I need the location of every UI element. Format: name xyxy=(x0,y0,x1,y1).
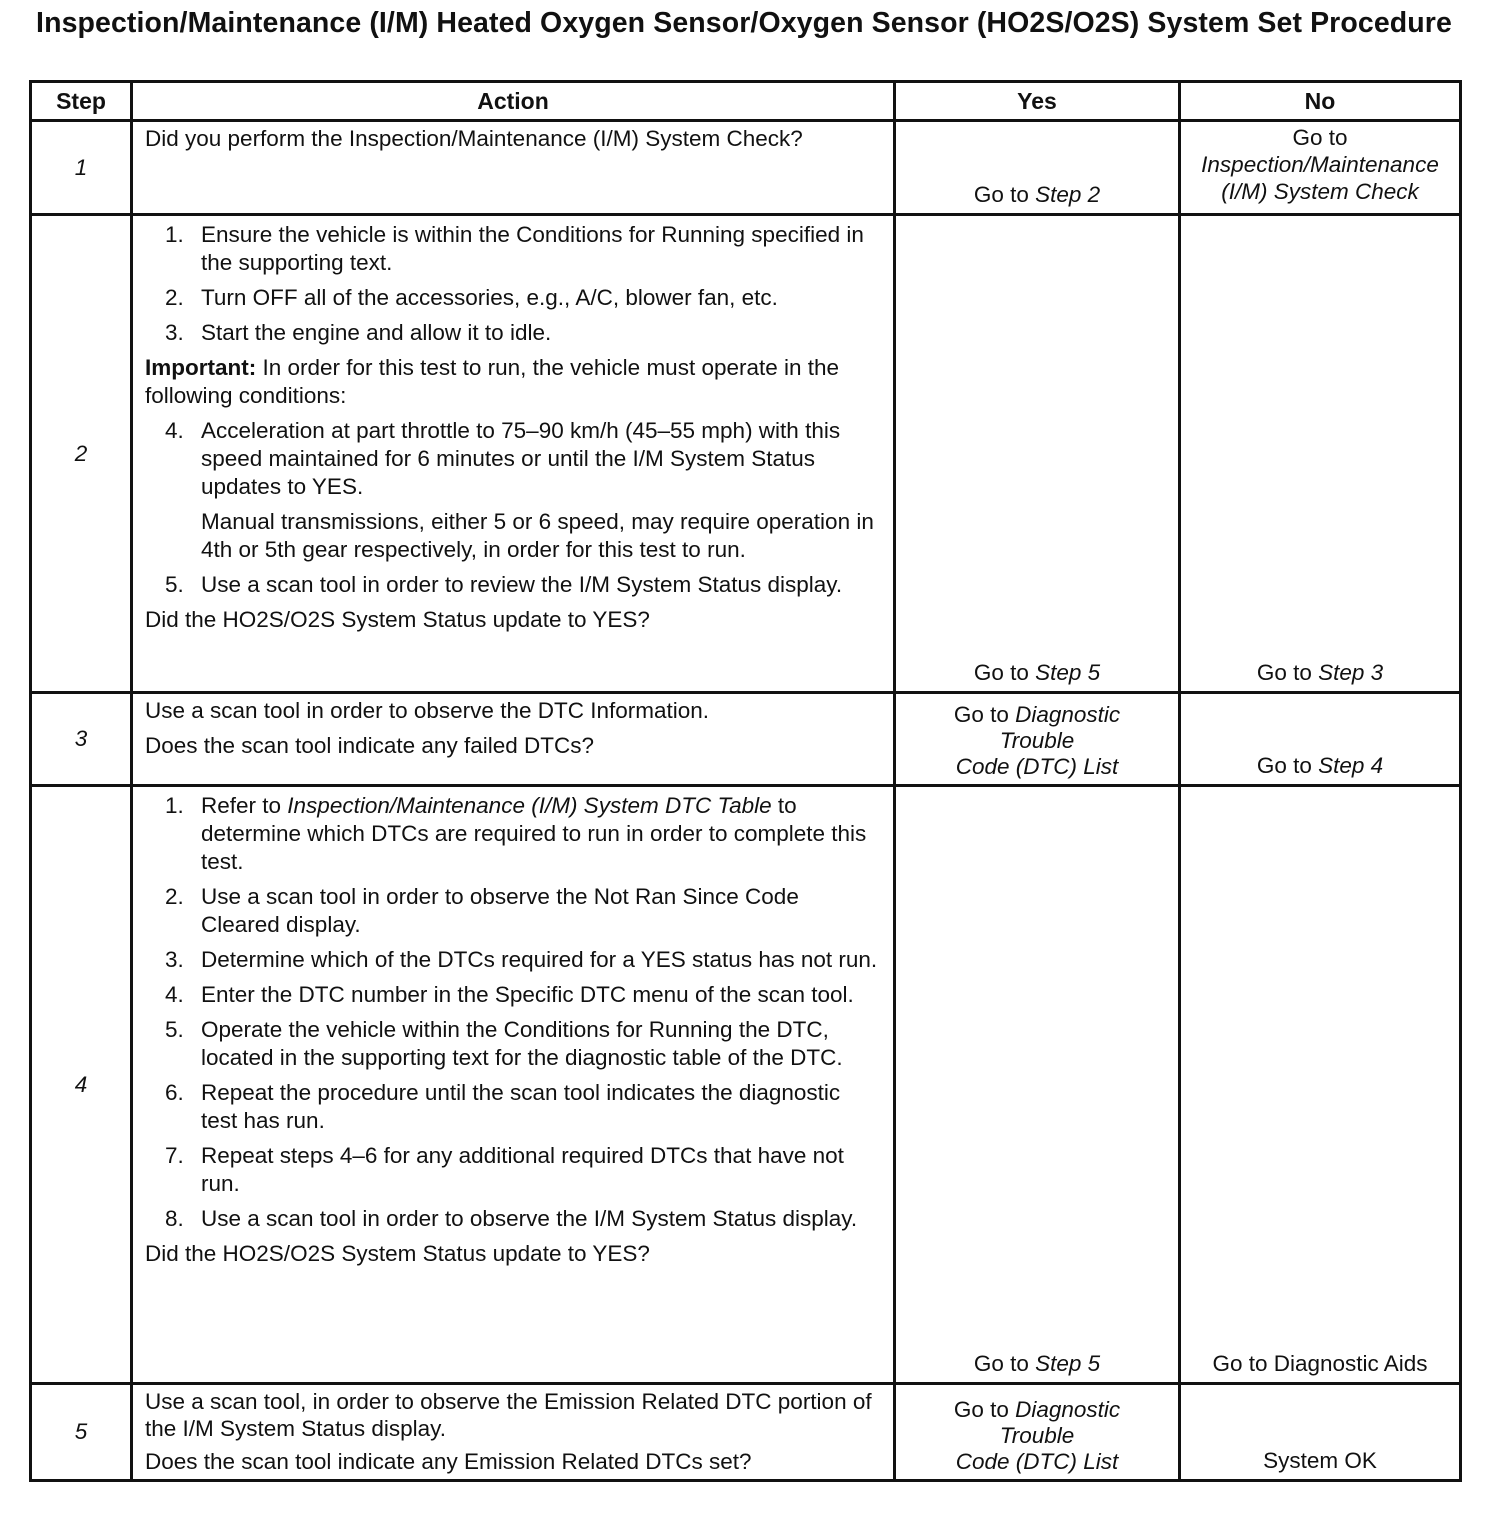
question-text: Did you perform the Inspection/Maintenance (I/M) System Check? xyxy=(145,126,803,151)
question-text: Does the scan tool indicate any Emission Related DTCs set? xyxy=(145,1449,752,1474)
item-text: Determine which of the DTCs required for a YES status has not run. xyxy=(201,947,878,972)
step-list xyxy=(145,417,881,501)
no-cell xyxy=(1180,693,1461,786)
action-cell xyxy=(132,121,895,215)
item-text: Use a scan tool in order to observe the Not Ran Since Code Cleared display. xyxy=(201,884,799,937)
table-row xyxy=(31,215,1461,693)
yes-prefix: Go to xyxy=(973,1351,1036,1376)
important-note xyxy=(145,354,881,410)
no-cell xyxy=(1180,215,1461,693)
table-row xyxy=(31,121,1461,215)
item-text: Turn OFF all of the accessories, e.g., A/C, blower fan, etc. xyxy=(201,285,778,310)
yes-link[interactable]: Code (DTC) List xyxy=(955,754,1119,779)
yes-cell xyxy=(895,786,1180,1384)
header-yes: Yes xyxy=(895,82,1180,121)
header-step: Step xyxy=(31,82,132,121)
yes-cell xyxy=(895,693,1180,786)
step-number: 2 xyxy=(31,215,132,693)
list-item xyxy=(145,1142,881,1198)
no-line: Go to xyxy=(1292,125,1348,150)
list-item xyxy=(145,284,881,312)
yes-link[interactable]: Trouble xyxy=(999,1423,1075,1448)
list-item xyxy=(145,571,881,599)
item-text: Use a scan tool in order to observe the I/M System Status display. xyxy=(201,1206,858,1231)
item-text-pre: Refer to xyxy=(201,793,288,818)
list-item xyxy=(145,946,881,974)
list-item xyxy=(145,1079,881,1135)
list-item xyxy=(145,417,881,501)
item-number: 3. xyxy=(165,320,184,345)
step-list xyxy=(145,792,881,1233)
item-number: 4. xyxy=(165,982,184,1007)
header-no: No xyxy=(1180,82,1461,121)
yes-link[interactable]: Step 5 xyxy=(1035,660,1101,685)
diagnostic-table xyxy=(29,80,1462,1482)
no-prefix: Go to xyxy=(1256,753,1319,778)
list-item xyxy=(145,1205,881,1233)
table-row xyxy=(31,786,1461,1384)
no-link[interactable]: Step 4 xyxy=(1318,753,1384,778)
item-number: 5. xyxy=(165,572,184,597)
item-number: 1. xyxy=(165,793,184,818)
yes-prefix: Go to xyxy=(953,702,1016,727)
step-number: 3 xyxy=(31,693,132,786)
important-text: In order for this test to run, the vehicle must operate in the following conditions: xyxy=(145,355,840,408)
item-number: 2. xyxy=(165,285,184,310)
list-item xyxy=(145,221,881,277)
reference-link[interactable]: Inspection/Maintenance (I/M) System DTC Table xyxy=(287,793,772,818)
list-item xyxy=(145,319,881,347)
item-number: 6. xyxy=(165,1080,184,1105)
no-link[interactable]: (I/M) System Check xyxy=(1221,179,1419,204)
question-text: Did the HO2S/O2S System Status update to YES? xyxy=(145,607,650,632)
no-cell xyxy=(1180,786,1461,1384)
item-number: 3. xyxy=(165,947,184,972)
item-number: 8. xyxy=(165,1206,184,1231)
list-item xyxy=(145,981,881,1009)
yes-cell xyxy=(895,215,1180,693)
yes-prefix: Go to xyxy=(973,660,1036,685)
item-number: 2. xyxy=(165,884,184,909)
list-item xyxy=(145,1016,881,1072)
yes-prefix: Go to xyxy=(953,1397,1016,1422)
header-action: Action xyxy=(132,82,895,121)
list-item xyxy=(145,883,881,939)
yes-cell xyxy=(895,1384,1180,1481)
item-text-post: to determine which DTCs are required to run in order to complete this test. xyxy=(201,793,867,874)
list-item xyxy=(145,792,881,876)
item-text: Enter the DTC number in the Specific DTC menu of the scan tool. xyxy=(201,982,854,1007)
item-text: Repeat steps 4–6 for any additional required DTCs that have not run. xyxy=(201,1143,844,1196)
table-row xyxy=(31,693,1461,786)
no-prefix: Go to xyxy=(1256,660,1319,685)
table-row xyxy=(31,1384,1461,1481)
no-cell xyxy=(1180,1384,1461,1481)
item-text: Use a scan tool in order to review the I/M System Status display. xyxy=(201,572,843,597)
step-list xyxy=(145,571,881,599)
no-link[interactable]: Step 3 xyxy=(1318,660,1384,685)
no-result: System OK xyxy=(1263,1448,1377,1473)
yes-link[interactable]: Step 5 xyxy=(1035,1351,1101,1376)
step-list xyxy=(145,221,881,347)
yes-prefix: Go to xyxy=(973,182,1036,207)
yes-link[interactable]: Trouble xyxy=(999,728,1075,753)
item-text: Operate the vehicle within the Conditions for Running the DTC, located in the supporting text for the diagnostic table of the DTC. xyxy=(201,1017,843,1070)
header-row xyxy=(31,82,1461,121)
action-text: Use a scan tool, in order to observe the Emission Related DTC portion of the I/M System Status display. xyxy=(145,1389,872,1441)
item-text: Acceleration at part throttle to 75–90 km/h (45–55 mph) with this speed maintained for 6 minutes or until the I/M System Status updates to YES. xyxy=(201,418,841,499)
action-text: Use a scan tool in order to observe the DTC Information. xyxy=(145,698,710,723)
item-text: Repeat the procedure until the scan tool indicates the diagnostic test has run. xyxy=(201,1080,841,1133)
item-number: 1. xyxy=(165,222,184,247)
item-text: Ensure the vehicle is within the Conditions for Running specified in the supporting text. xyxy=(201,222,864,275)
yes-link[interactable]: Diagnostic xyxy=(1015,702,1121,727)
step-number: 1 xyxy=(31,121,132,215)
yes-link[interactable]: Step 2 xyxy=(1035,182,1101,207)
page-title: Inspection/Maintenance (I/M) Heated Oxygen Sensor/Oxygen Sensor (HO2S/O2S) System Set Procedure xyxy=(36,7,1452,39)
item-text: Start the engine and allow it to idle. xyxy=(201,320,552,345)
yes-link[interactable]: Diagnostic xyxy=(1015,1397,1121,1422)
action-cell xyxy=(132,215,895,693)
question-text: Does the scan tool indicate any failed DTCs? xyxy=(145,733,594,758)
yes-cell xyxy=(895,121,1180,215)
important-label: Important: xyxy=(145,355,257,380)
action-cell xyxy=(132,1384,895,1481)
step-number: 4 xyxy=(31,786,132,1384)
action-cell xyxy=(132,786,895,1384)
question-text: Did the HO2S/O2S System Status update to YES? xyxy=(145,1241,650,1266)
step-number: 5 xyxy=(31,1384,132,1481)
sub-note: Manual transmissions, either 5 or 6 speed, may require operation in 4th or 5th gear respectively, in order for this test to run. xyxy=(201,509,874,562)
yes-link[interactable]: Code (DTC) List xyxy=(955,1449,1119,1474)
item-number: 4. xyxy=(165,418,184,443)
action-cell xyxy=(132,693,895,786)
item-number: 7. xyxy=(165,1143,184,1168)
no-cell xyxy=(1180,121,1461,215)
item-number: 5. xyxy=(165,1017,184,1042)
no-link[interactable]: Inspection/Maintenance xyxy=(1201,152,1439,177)
no-link[interactable]: Go to Diagnostic Aids xyxy=(1212,1351,1428,1376)
